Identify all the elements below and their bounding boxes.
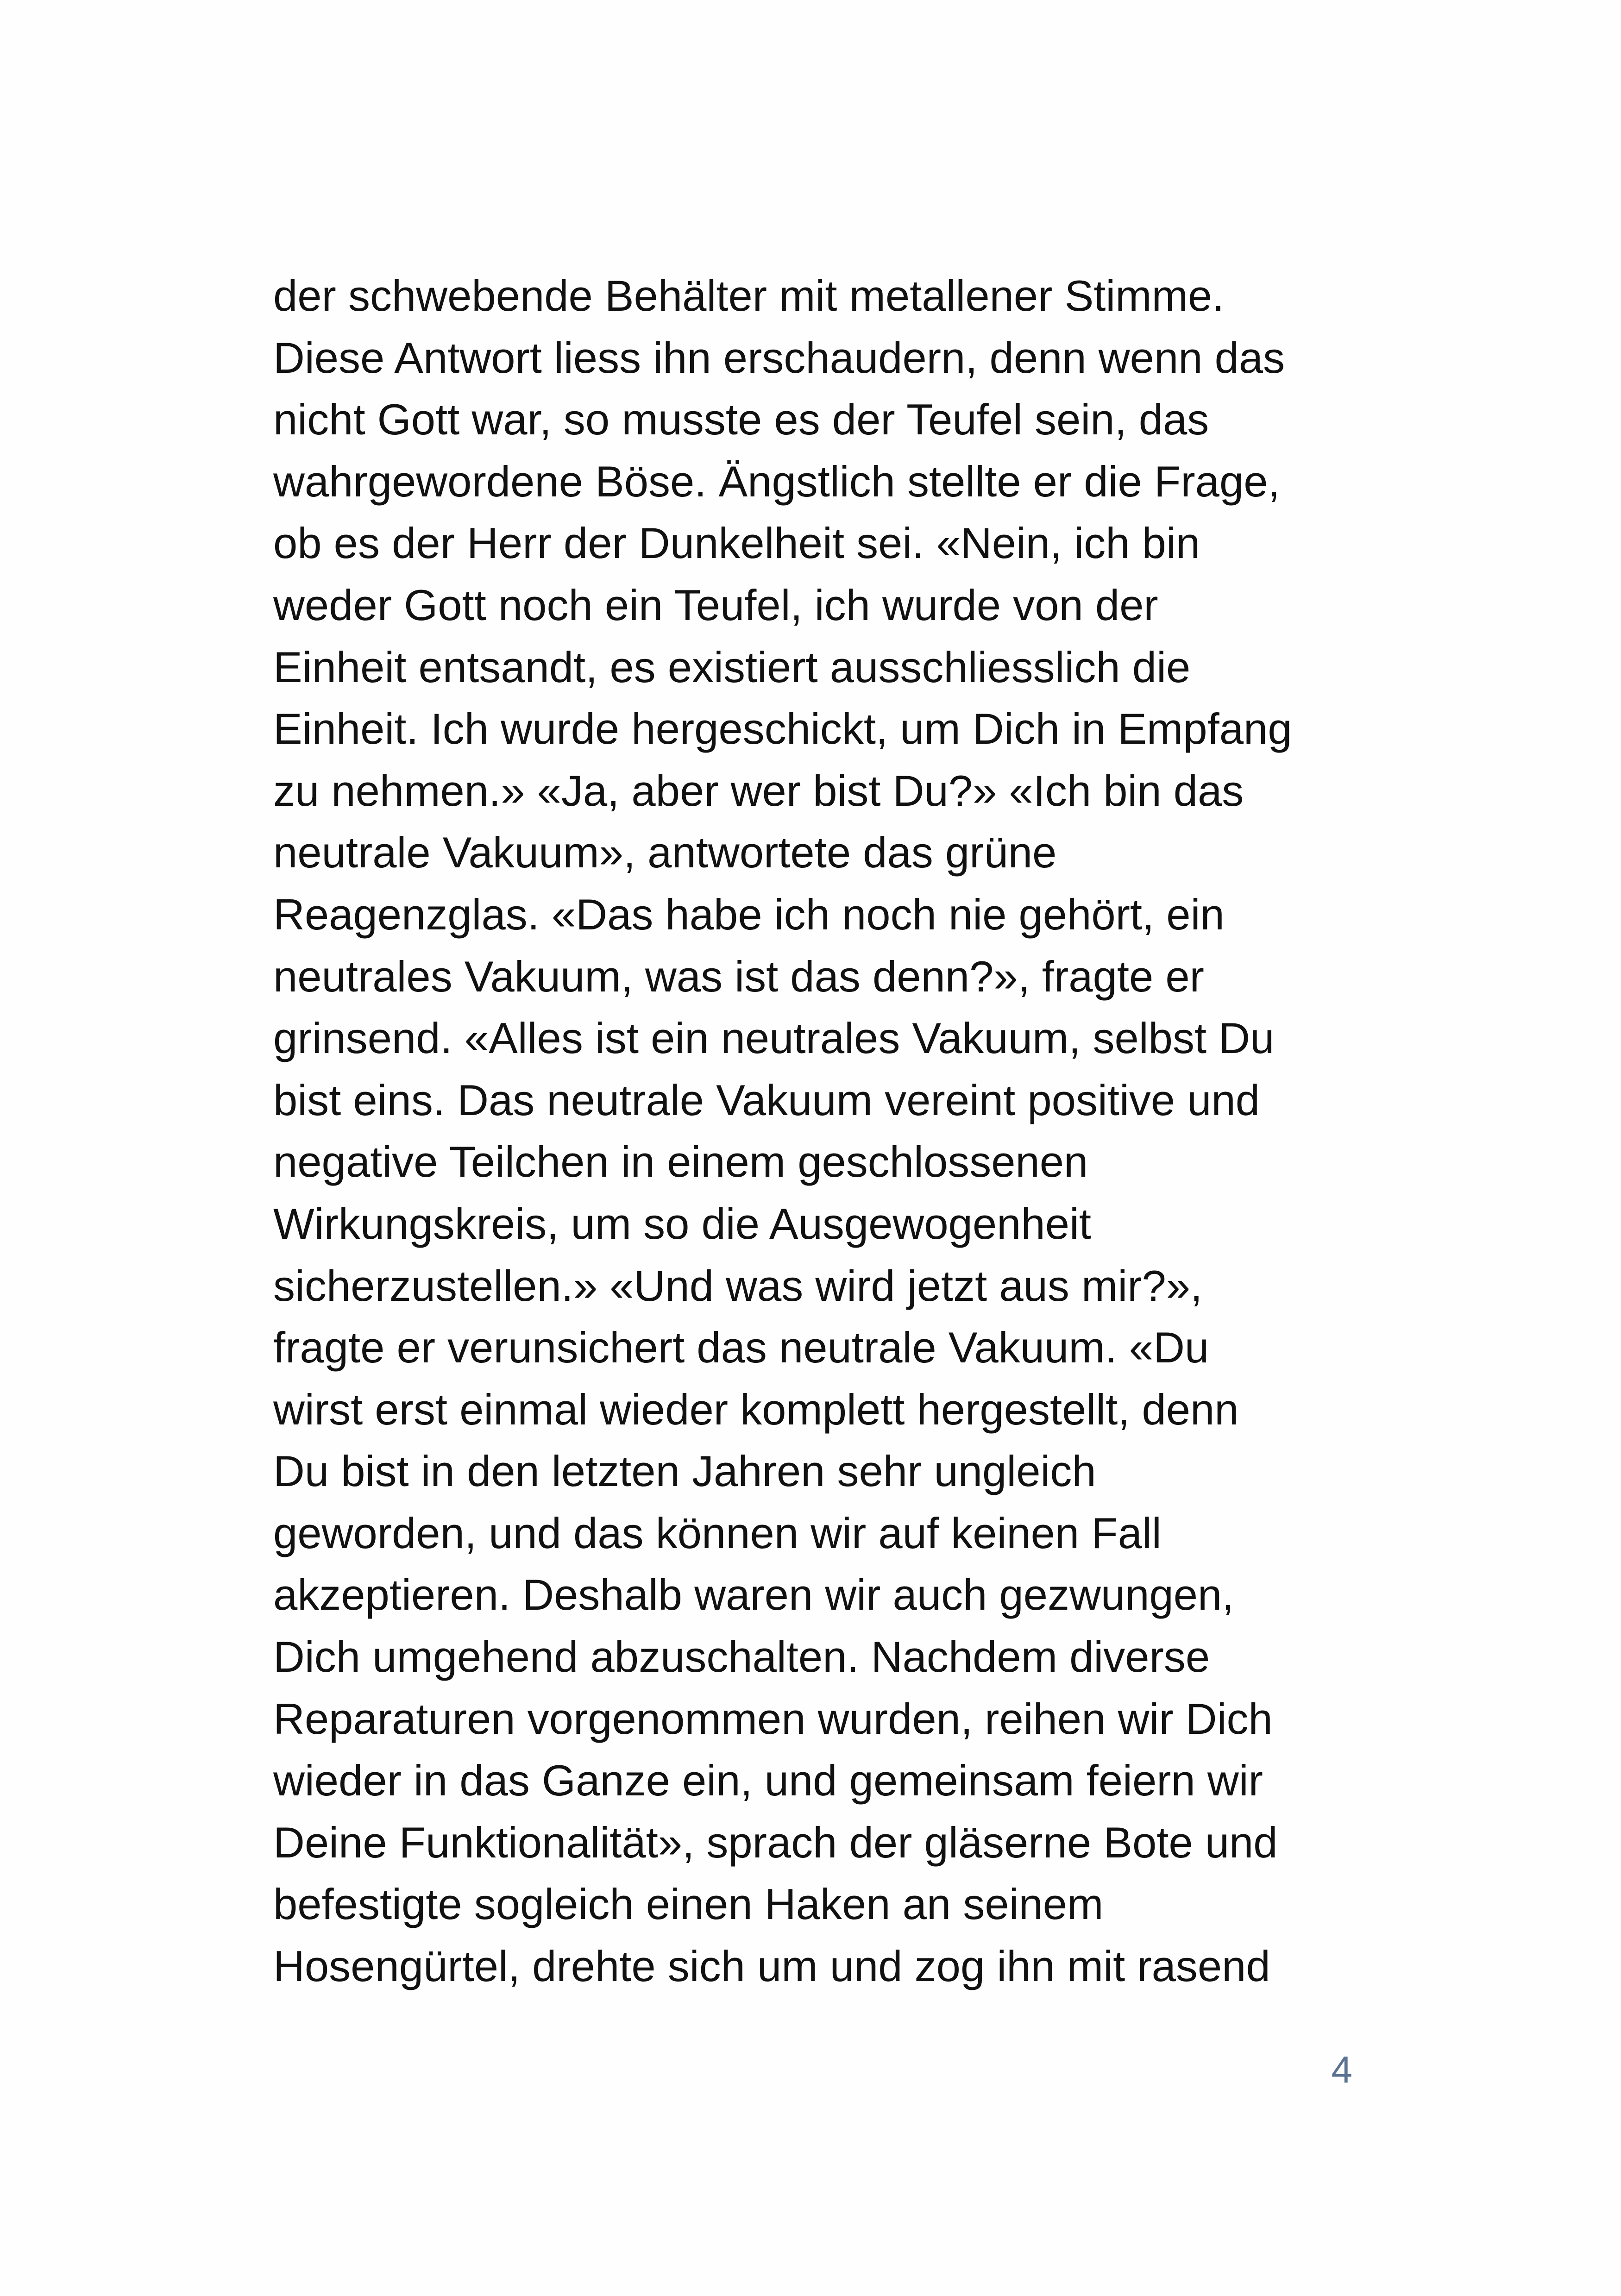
- page-number: 4: [1331, 2049, 1352, 2091]
- text-line: weder Gott noch ein Teufel, ich wurde von der: [273, 580, 1158, 629]
- text-line: Deine Funktionalität», sprach der gläserne Bote und: [273, 1818, 1278, 1867]
- text-line: negative Teilchen in einem geschlossenen: [273, 1137, 1088, 1186]
- text-line: ob es der Herr der Dunkelheit sei. «Nein, ich bin: [273, 519, 1200, 568]
- text-line: befestigte sogleich einen Haken an seinem: [273, 1880, 1104, 1929]
- text-line: Reparaturen vorgenommen wurden, reihen wir Dich: [273, 1694, 1273, 1743]
- text-line: Wirkungskreis, um so die Ausgewogenheit: [273, 1199, 1091, 1248]
- text-line: neutrales Vakuum, was ist das denn?», fragte er: [273, 952, 1204, 1001]
- text-line: Du bist in den letzten Jahren sehr ungleich: [273, 1447, 1096, 1496]
- body-text: [273, 265, 1366, 1997]
- text-line: Hosengürtel, drehte sich um und zog ihn mit rasend: [273, 1942, 1270, 1991]
- text-line: Einheit. Ich wurde hergeschickt, um Dich in Empfang: [273, 704, 1292, 753]
- text-line: nicht Gott war, so musste es der Teufel sein, das: [273, 395, 1209, 444]
- text-line: Diese Antwort liess ihn erschaudern, denn wenn das: [273, 333, 1285, 382]
- text-line: zu nehmen.» «Ja, aber wer bist Du?» «Ich bin das: [273, 766, 1244, 815]
- text-line: Reagenzglas. «Das habe ich noch nie gehört, ein: [273, 890, 1225, 939]
- text-line: bist eins. Das neutrale Vakuum vereint positive und: [273, 1075, 1260, 1124]
- text-line: wieder in das Ganze ein, und gemeinsam feiern wir: [273, 1756, 1263, 1805]
- text-line: Dich umgehend abzuschalten. Nachdem diverse: [273, 1632, 1210, 1681]
- text-line: geworden, und das können wir auf keinen Fall: [273, 1508, 1162, 1557]
- text-line: sicherzustellen.» «Und was wird jetzt aus mir?»,: [273, 1261, 1203, 1310]
- text-line: wirst erst einmal wieder komplett hergestellt, denn: [273, 1385, 1239, 1434]
- text-line: grinsend. «Alles ist ein neutrales Vakuum, selbst Du: [273, 1014, 1275, 1063]
- text-line: Einheit entsandt, es existiert ausschliesslich die: [273, 642, 1191, 691]
- text-line: fragte er verunsichert das neutrale Vakuum. «Du: [273, 1323, 1209, 1372]
- text-line: neutrale Vakuum», antwortete das grüne: [273, 828, 1057, 877]
- text-line: akzeptieren. Deshalb waren wir auch gezwungen,: [273, 1570, 1234, 1619]
- text-line: wahrgewordene Böse. Ängstlich stellte er die Frage,: [273, 457, 1280, 506]
- text-line: der schwebende Behälter mit metallener Stimme.: [273, 271, 1225, 320]
